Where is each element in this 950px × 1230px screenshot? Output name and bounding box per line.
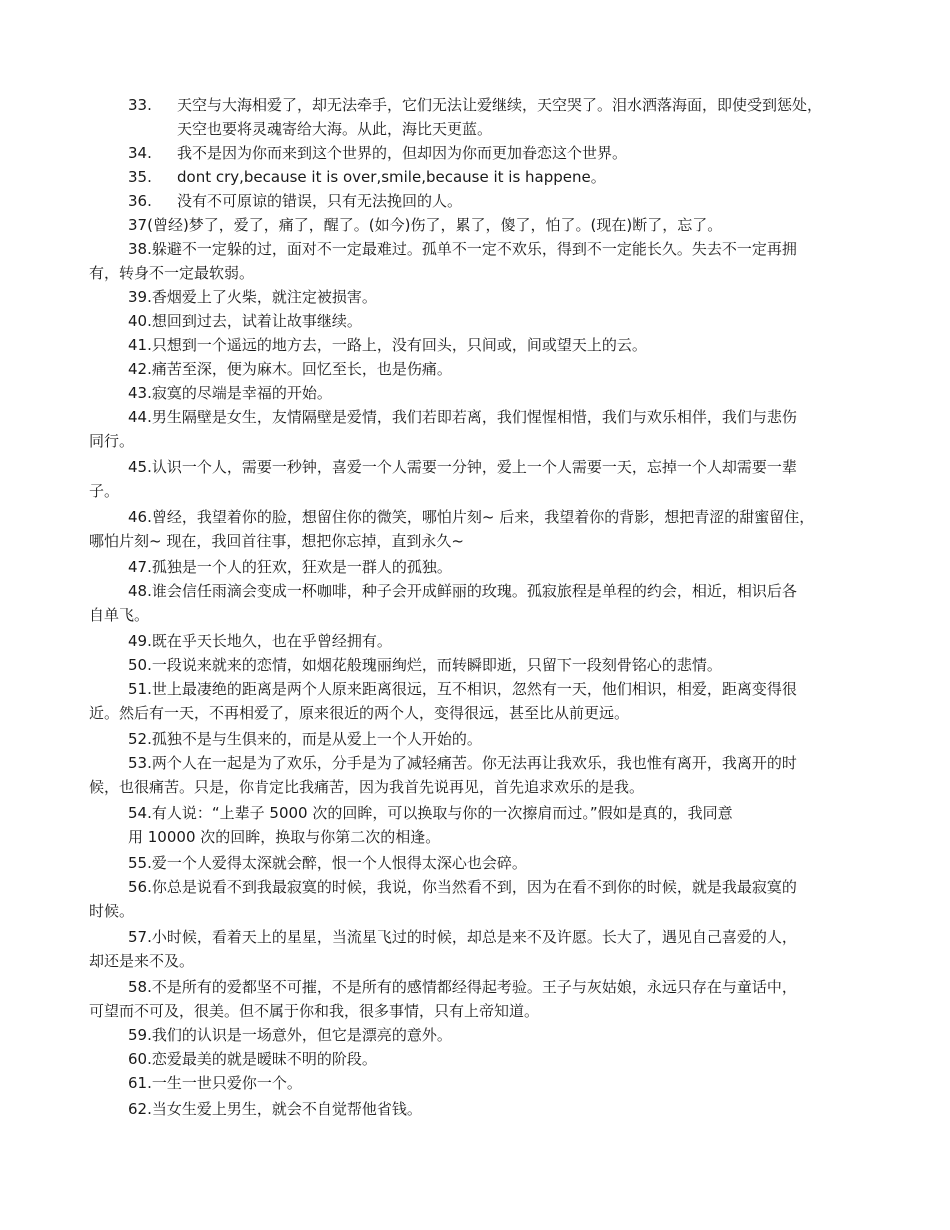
paragraph-line: 60.恋爱最美的就是暧昧不明的阶段。 bbox=[128, 1050, 377, 1068]
paragraph-line: 62.当女生爱上男生，就会不自觉帮他省钱。 bbox=[128, 1100, 422, 1118]
paragraph-line: 38.躲避不一定躲的过，面对不一定最难过。孤单不一定不欢乐，得到不一定能长久。失去不一定再拥 bbox=[128, 240, 797, 258]
item-number: 33. bbox=[128, 96, 152, 114]
paragraph-line: 51.世上最凄绝的距离是两个人原来距离很远，互不相识，忽然有一天，他们相识，相爱，距离变得很 bbox=[128, 680, 797, 698]
paragraph-line: 可望而不可及，很美。但不属于你和我，很多事情，只有上帝知道。 bbox=[89, 1002, 540, 1020]
paragraph-line: 39.香烟爱上了火柴，就注定被损害。 bbox=[128, 288, 377, 306]
item-text-line: 我不是因为你而来到这个世界的，但却因为你而更加眷恋这个世界。 bbox=[177, 144, 628, 162]
paragraph-line: 47.孤独是一个人的狂欢，狂欢是一群人的孤独。 bbox=[128, 558, 452, 576]
paragraph-line: 子。 bbox=[89, 482, 120, 500]
paragraph-line: 44.男生隔壁是女生，友情隔壁是爱情，我们若即若离，我们惺惺相惜，我们与欢乐相伴，我们与悲伤 bbox=[128, 408, 797, 426]
paragraph-line: 时候。 bbox=[89, 902, 135, 920]
item-text-line: 没有不可原谅的错误，只有无法挽回的人。 bbox=[177, 192, 463, 210]
paragraph-line: 哪怕片刻~ 现在，我回首往事，想把你忘掉，直到永久~ bbox=[89, 532, 464, 550]
item-text-line: 天空与大海相爱了，却无法牵手，它们无法让爱继续，天空哭了。泪水洒落海面，即使受到惩处， bbox=[177, 96, 823, 114]
paragraph-line: 42.痛苦至深，便为麻木。回忆至长，也是伤痛。 bbox=[128, 360, 452, 378]
paragraph-line: 58.不是所有的爱都坚不可摧，不是所有的感情都经得起考验。王子与灰姑娘，永远只存在与童话中， bbox=[128, 978, 797, 996]
paragraph-line: 53.两个人在一起是为了欢乐，分手是为了减轻痛苦。你无法再让我欢乐，我也惟有离开，我离开的时 bbox=[128, 754, 797, 772]
paragraph-line: 49.既在乎天长地久，也在乎曾经拥有。 bbox=[128, 632, 392, 650]
item-number: 35. bbox=[128, 168, 152, 186]
paragraph-line: 57.小时候，看着天上的星星，当流星飞过的时候，却总是来不及许愿。长大了，遇见自己喜爱的人， bbox=[128, 928, 797, 946]
paragraph-line: 43.寂寞的尽端是幸福的开始。 bbox=[128, 384, 332, 402]
paragraph-line: 37(曾经)梦了，爱了，痛了，醒了。(如今)伤了，累了，傻了，怕了。(现在)断了，忘了。 bbox=[128, 216, 723, 234]
paragraph-line: 59.我们的认识是一场意外，但它是漂亮的意外。 bbox=[128, 1026, 452, 1044]
item-number: 36. bbox=[128, 192, 152, 210]
paragraph-line: 40.想回到过去，试着让故事继续。 bbox=[128, 312, 362, 330]
item-text-line: 天空也要将灵魂寄给大海。从此，海比天更蓝。 bbox=[177, 120, 493, 138]
paragraph-line: 54.有人说：“上辈子 5000 次的回眸，可以换取与你的一次擦肩而过。”假如是真的，我同意 bbox=[128, 804, 733, 822]
paragraph-line: 近。然后有一天，不再相爱了，原来很近的两个人，变得很远，甚至比从前更远。 bbox=[89, 704, 630, 722]
item-text-line: dont cry,because it is over,smile,because it is happene。 bbox=[177, 168, 606, 186]
paragraph-line: 52.孤独不是与生俱来的，而是从爱上一个人开始的。 bbox=[128, 730, 482, 748]
paragraph-line: 有，转身不一定最软弱。 bbox=[89, 264, 255, 282]
paragraph-line: 同行。 bbox=[89, 432, 135, 450]
paragraph-line: 用 10000 次的回眸，换取与你第二次的相逢。 bbox=[128, 828, 441, 846]
paragraph-line: 候，也很痛苦。只是，你肯定比我痛苦，因为我首先说再见，首先追求欢乐的是我。 bbox=[89, 778, 645, 796]
paragraph-line: 48.谁会信任雨滴会变成一杯咖啡，种子会开成鲜丽的玫瑰。孤寂旅程是单程的约会，相近，相识后各 bbox=[128, 582, 797, 600]
paragraph-line: 却还是来不及。 bbox=[89, 952, 195, 970]
paragraph-line: 56.你总是说看不到我最寂寞的时候，我说，你当然看不到，因为在看不到你的时候，就是我最寂寞的 bbox=[128, 878, 797, 896]
paragraph-line: 55.爱一个人爱得太深就会醉，恨一个人恨得太深心也会碎。 bbox=[128, 854, 527, 872]
paragraph-line: 45.认识一个人，需要一秒钟，喜爱一个人需要一分钟，爱上一个人需要一天，忘掉一个人却需要一辈 bbox=[128, 458, 797, 476]
paragraph-line: 61.一生一世只爱你一个。 bbox=[128, 1074, 302, 1092]
paragraph-line: 自单飞。 bbox=[89, 606, 150, 624]
item-number: 34. bbox=[128, 144, 152, 162]
paragraph-line: 41.只想到一个遥远的地方去，一路上，没有回头，只间或，间或望天上的云。 bbox=[128, 336, 647, 354]
paragraph-line: 46.曾经，我望着你的脸，想留住你的微笑，哪怕片刻~ 后来，我望着你的背影，想把青涩的甜蜜留住， bbox=[128, 508, 815, 526]
paragraph-line: 50.一段说来就来的恋情，如烟花般瑰丽绚烂，而转瞬即逝，只留下一段刻骨铭心的悲情。 bbox=[128, 656, 722, 674]
